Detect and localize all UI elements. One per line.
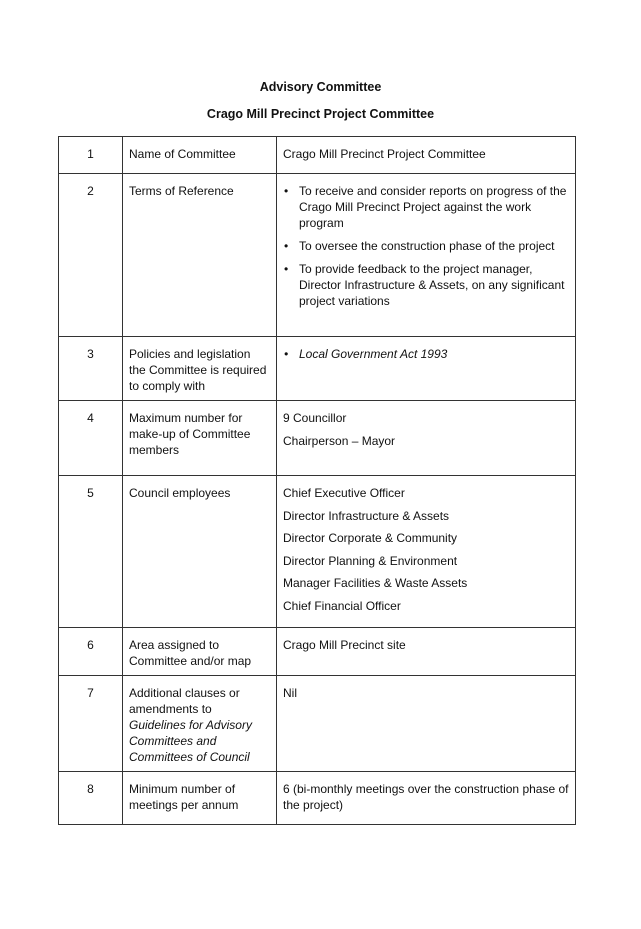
- value-line: Director Corporate & Community: [283, 531, 458, 546]
- value-line: Chief Executive Officer: [283, 486, 405, 500]
- row-value: Nil: [277, 675, 576, 771]
- row-label: Minimum number of meetings per annum: [123, 771, 277, 824]
- document-subheading: Crago Mill Precinct Project Committee: [206, 107, 435, 121]
- guidelines-reference: Guidelines for Advisory Committees and Committees of Council: [129, 717, 252, 764]
- value-line: Director Infrastructure & Assets: [283, 508, 450, 523]
- value-line: Chief Financial Officer: [283, 598, 401, 613]
- row-value: [277, 401, 576, 476]
- row-label: Name of Committee: [123, 137, 277, 174]
- table-row: [59, 771, 576, 824]
- list-item: • Local Government Act 1993: [299, 346, 569, 362]
- row-value: 6 (bi-monthly meetings over the construction phase of the project): [277, 771, 576, 824]
- label-text: Additional clauses or amendments to: [129, 685, 240, 716]
- row-number: 6: [59, 627, 123, 675]
- row-value: Crago Mill Precinct site: [277, 627, 576, 675]
- row-value: Crago Mill Precinct Project Committee: [277, 137, 576, 174]
- row-label: [123, 675, 277, 771]
- table-row: [59, 476, 576, 628]
- committee-details-table: [58, 136, 576, 825]
- value-line: Director Planning & Environment: [283, 553, 458, 568]
- row-label: Area assigned to Committee and/or map: [123, 627, 277, 675]
- value-line: Manager Facilities & Waste Assets: [283, 576, 468, 591]
- row-label: Terms of Reference: [123, 174, 277, 337]
- row-number: 8: [59, 771, 123, 824]
- row-number: 2: [59, 174, 123, 337]
- row-number: 1: [59, 137, 123, 174]
- row-value: [277, 476, 576, 628]
- table-row: [59, 675, 576, 771]
- table-row: [59, 401, 576, 476]
- list-item: • To oversee the construction phase of the project: [299, 238, 569, 254]
- row-value: [277, 337, 576, 401]
- legislation-list: [283, 346, 569, 362]
- list-item: • To provide feedback to the project manager, Director Infrastructure & Assets, on any significant project variations: [299, 261, 569, 309]
- row-number: 4: [59, 401, 123, 476]
- row-number: 7: [59, 675, 123, 771]
- value-line: 9 Councillor: [283, 411, 347, 425]
- row-number: 3: [59, 337, 123, 401]
- table-row: [59, 137, 576, 174]
- value-line: Chairperson – Mayor: [283, 433, 396, 448]
- row-label: Policies and legislation the Committee is required to comply with: [123, 337, 277, 401]
- row-label: Maximum number for make-up of Committee members: [123, 401, 277, 476]
- row-label: Council employees: [123, 476, 277, 628]
- table-row: [59, 174, 576, 337]
- table-row: [59, 337, 576, 401]
- row-number: 5: [59, 476, 123, 628]
- table-row: [59, 627, 576, 675]
- row-value: [277, 174, 576, 337]
- terms-of-reference-list: [283, 183, 569, 309]
- list-item: • To receive and consider reports on progress of the Crago Mill Precinct Project against the work program: [299, 183, 569, 231]
- document-heading: Advisory Committee: [259, 80, 382, 94]
